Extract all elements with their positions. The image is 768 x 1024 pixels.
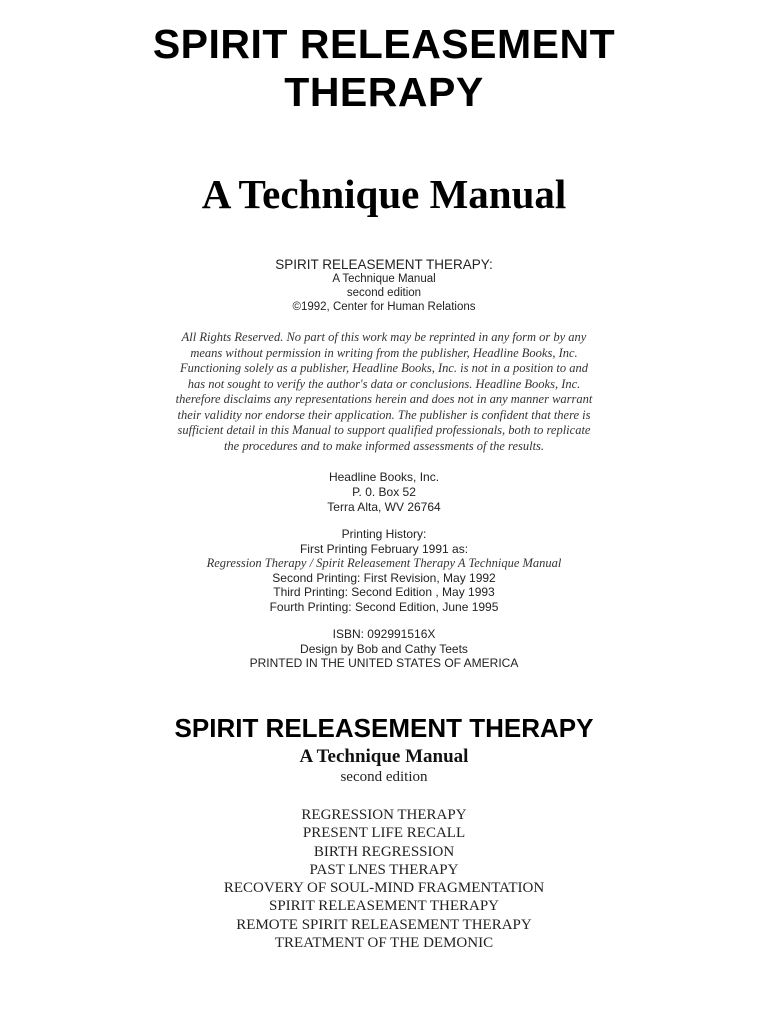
topic-item: REMOTE SPIRIT RELEASEMENT THERAPY [236, 916, 532, 933]
rights-line: All Rights Reserved. No part of this work may be reprinted in any form or by any [181, 330, 587, 344]
design-credit: Design by Bob and Cathy Teets [300, 641, 468, 656]
topic-item: PAST LNES THERAPY [309, 861, 459, 878]
rights-line: their validity nor endorse their application. The publisher is confident that there is [177, 407, 591, 422]
printing-entry: Third Printing: Second Edition , May 1993 [273, 585, 495, 599]
printing-history-heading: Printing History: [341, 527, 427, 541]
printing-history [0, 527, 768, 614]
printed-in: PRINTED IN THE UNITED STATES OF AMERICA [249, 656, 519, 670]
rights-line: has not sought to verify the author's data or conclusions. Headline Books, Inc. [187, 376, 581, 391]
copyright-line: ©1992, Center for Human Relations [292, 301, 476, 313]
publisher-address [0, 470, 768, 515]
topic-item: REGRESSION THERAPY [301, 807, 467, 823]
isbn: ISBN: 092991516X [332, 627, 436, 641]
publisher-city: Terra Alta, WV 26764 [327, 500, 441, 514]
topic-item: BIRTH REGRESSION [313, 843, 455, 860]
publisher-po-box: P. 0. Box 52 [352, 485, 416, 499]
edition-info-line: A Technique Manual [332, 273, 436, 285]
edition-info [0, 257, 768, 314]
edition-info-line: second edition [346, 287, 422, 299]
rights-line: means without permission in writing from the publisher, Headline Books, Inc. [190, 345, 578, 360]
rights-line: Functioning solely as a publisher, Headline Books, Inc. is not in a position to and [180, 361, 588, 375]
rights-line: the procedures and to make informed assessments of the results. [223, 438, 545, 453]
topic-item: RECOVERY OF SOUL-MIND FRAGMENTATION [223, 880, 545, 897]
rights-line: sufficient detail in this Manual to support qualified professionals, both to replicate [177, 423, 591, 437]
rights-line: therefore disclaims any representations herein and does not in any manner warrant [175, 392, 593, 406]
original-title: Regression Therapy / Spirit Releasement Therapy A Technique Manual [206, 556, 562, 570]
topic-list [0, 806, 768, 952]
main-title-line-1: SPIRIT RELEASEMENT [152, 21, 616, 67]
first-printing: First Printing February 1991 as: [299, 541, 469, 556]
printing-entry: Fourth Printing: Second Edition, June 1995 [269, 599, 499, 614]
rights-statement [0, 330, 768, 454]
section-title: SPIRIT RELEASEMENT THERAPY [174, 713, 594, 743]
topic-item: PRESENT LIFE RECALL [302, 825, 466, 842]
section-subtitle: A Technique Manual [299, 746, 469, 767]
edition-info-heading: SPIRIT RELEASEMENT THERAPY: [275, 257, 493, 272]
topic-item: TREATMENT OF THE DEMONIC [274, 935, 494, 952]
printing-entry: Second Printing: First Revision, May 1992 [272, 570, 496, 585]
credits [0, 627, 768, 671]
section-edition: second edition [340, 769, 428, 785]
topic-item: SPIRIT RELEASEMENT THERAPY [268, 898, 500, 915]
main-title-line-2: THERAPY [284, 69, 484, 115]
main-title [0, 20, 768, 116]
subtitle: A Technique Manual [201, 171, 567, 217]
publisher-name: Headline Books, Inc. [328, 470, 440, 484]
